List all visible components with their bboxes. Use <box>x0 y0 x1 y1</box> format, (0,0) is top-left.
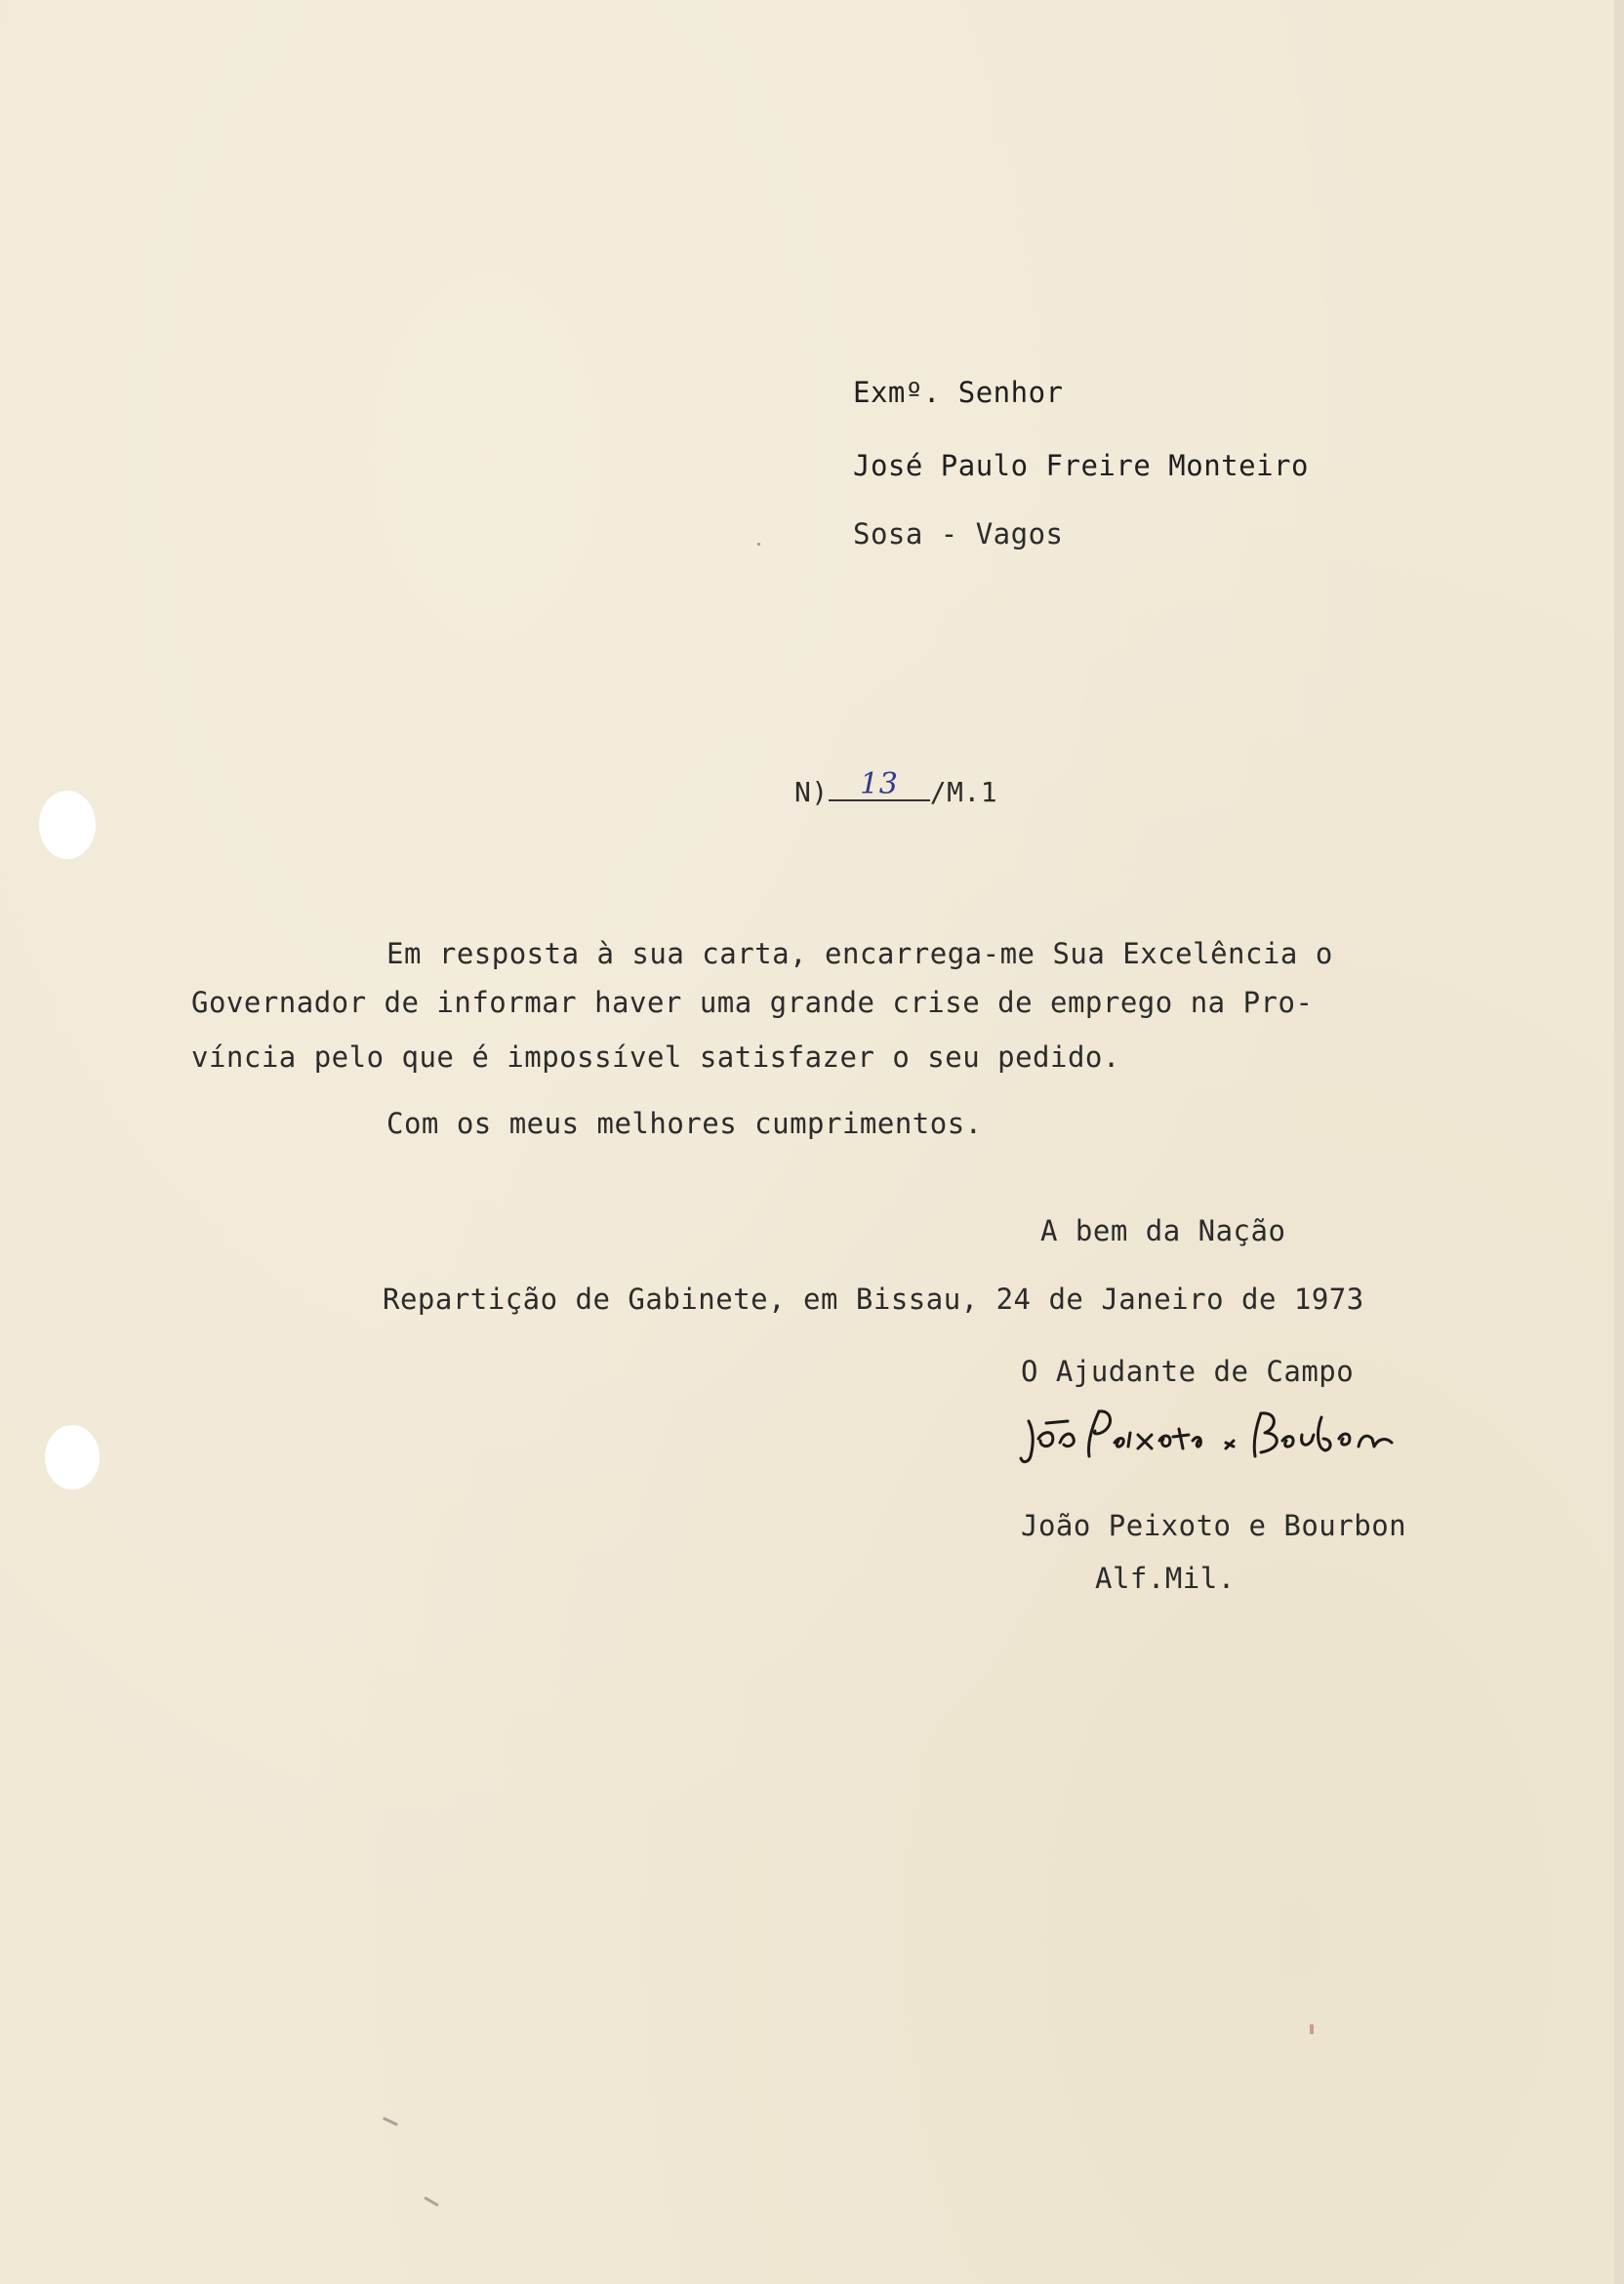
signatory-name: João Peixoto e Bourbon <box>1021 1509 1407 1542</box>
paper-speck <box>1310 2024 1314 2034</box>
reference-line <box>794 767 998 809</box>
reference-prefix: N) <box>794 776 829 808</box>
handwritten-signature <box>1017 1400 1407 1468</box>
paper-speck <box>383 2117 398 2126</box>
recipient-place: Sosa - Vagos <box>853 517 1064 551</box>
signatory-rank: Alf.Mil. <box>1095 1562 1236 1595</box>
body-closing: Com os meus melhores cumprimentos. <box>386 1107 983 1140</box>
recipient-salutation: Exmº. Senhor <box>853 376 1064 409</box>
page-edge <box>1614 0 1624 2284</box>
reference-suffix: /M.1 <box>929 776 998 808</box>
body-line-3: víncia pelo que é impossível satisfazer o seu pedido. <box>191 1040 1120 1074</box>
paper-speck <box>757 543 760 546</box>
reference-number: 13 <box>829 770 930 801</box>
body-line-2: Governador de informar haver uma grande crise de emprego na Pro- <box>191 986 1314 1019</box>
body-line-1: Em resposta à sua carta, encarrega-me Sua Excelência o <box>386 937 1333 970</box>
paper-speck <box>424 2196 438 2207</box>
motto: A bem da Nação <box>1040 1214 1286 1247</box>
place-date: Repartição de Gabinete, em Bissau, 24 de Janeiro de 1973 <box>383 1283 1364 1316</box>
recipient-name: José Paulo Freire Monteiro <box>853 449 1309 482</box>
signatory-title: O Ajudante de Campo <box>1021 1355 1355 1388</box>
punch-hole-bottom <box>45 1425 100 1489</box>
punch-hole-top <box>39 791 96 859</box>
